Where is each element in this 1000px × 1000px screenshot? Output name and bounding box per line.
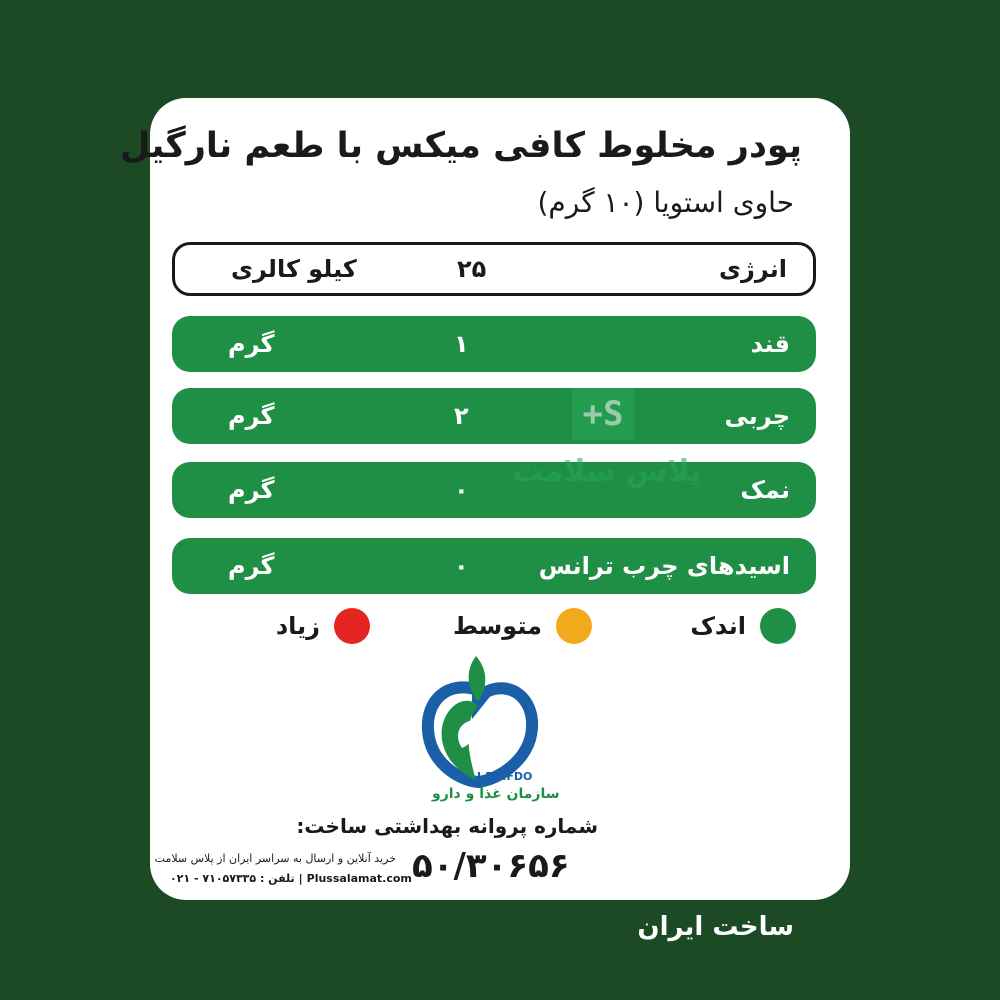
fat-value: ۲ bbox=[454, 402, 469, 430]
product-title: پودر مخلوط کافی میکس با طعم نارگیل bbox=[119, 126, 802, 166]
legend-low-dot bbox=[760, 608, 796, 644]
watermark-mark: +S bbox=[572, 388, 634, 440]
salt-row bbox=[172, 462, 816, 518]
nutrition-label-card bbox=[119, 98, 850, 900]
energy-label: انرژی bbox=[719, 255, 787, 283]
sugar-label: قند bbox=[750, 330, 790, 358]
logo-persian-text: سازمان غذا و دارو bbox=[432, 786, 560, 802]
made-in-iran: ساخت ایران bbox=[637, 912, 794, 942]
license-number: ۵۰/۳۰۶۵۶ bbox=[412, 846, 570, 886]
shop-line: خرید آنلاین و ارسال به سراسر ایران از پلاس سلامت bbox=[154, 852, 396, 865]
legend-medium-dot bbox=[556, 608, 592, 644]
trans-fat-unit: گرم bbox=[228, 552, 275, 580]
trans-fat-value: ۰ bbox=[454, 552, 469, 580]
legend-medium-label: متوسط bbox=[452, 612, 542, 640]
contact-line: تلفن : ۷۱۰۵۷۳۳۵ - ۰۲۱ | Plussalamat.com bbox=[170, 872, 412, 885]
legend-low bbox=[676, 606, 796, 646]
salt-label: نمک bbox=[740, 476, 790, 504]
sugar-unit: گرم bbox=[228, 330, 275, 358]
license-label: شماره پروانه بهداشتی ساخت: bbox=[296, 814, 598, 838]
watermark-text: پلاس سلامت bbox=[512, 454, 702, 489]
shop-phone: تلفن : ۷۱۰۵۷۳۳۵ - ۰۲۱ bbox=[170, 872, 295, 885]
salt-value: ۰ bbox=[454, 476, 469, 504]
logo-english-text: I.R.I.FDO bbox=[477, 770, 533, 783]
salt-unit: گرم bbox=[228, 476, 275, 504]
legend-high bbox=[250, 606, 370, 646]
legend-high-label: زیاد bbox=[275, 612, 320, 640]
trans-fat-label: اسیدهای چرب ترانس bbox=[538, 552, 790, 580]
product-subtitle: حاوی استویا (۱۰ گرم) bbox=[537, 186, 794, 219]
trans-fat-row bbox=[172, 538, 816, 594]
sugar-row bbox=[172, 316, 816, 372]
plus-salamat-watermark bbox=[512, 388, 702, 518]
fat-label: چربی bbox=[724, 402, 790, 430]
fat-row bbox=[172, 388, 816, 444]
shop-site: Plussalamat.com bbox=[306, 872, 412, 885]
energy-value: ۲۵ bbox=[457, 255, 487, 283]
legend-high-dot bbox=[334, 608, 370, 644]
legend-medium bbox=[452, 606, 592, 646]
legend-low-label: اندک bbox=[690, 612, 746, 640]
energy-row bbox=[172, 242, 816, 296]
sugar-value: ۱ bbox=[454, 330, 469, 358]
energy-unit: کیلو کالری bbox=[231, 255, 357, 283]
fat-unit: گرم bbox=[228, 402, 275, 430]
